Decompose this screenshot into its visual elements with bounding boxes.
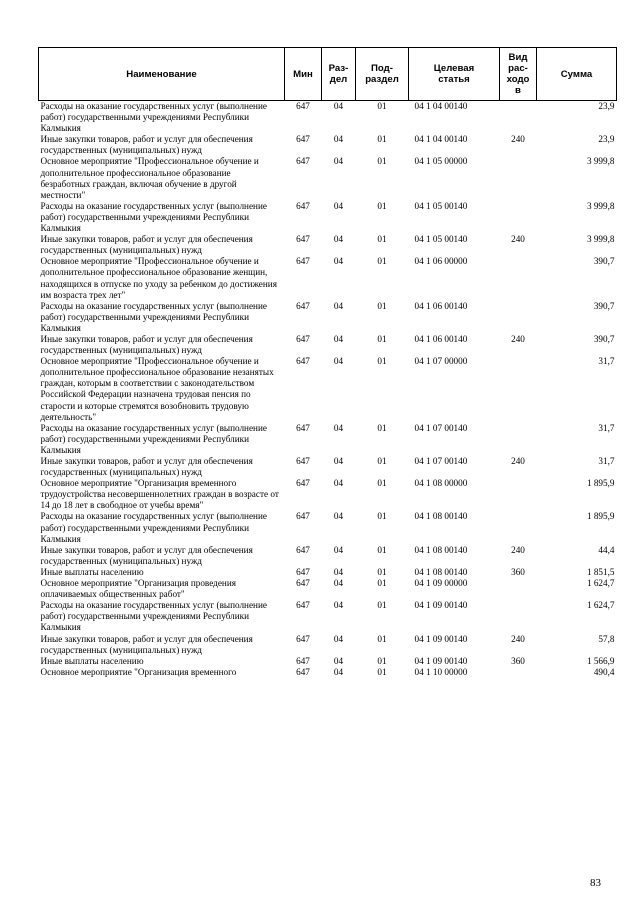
row-summa: 3 999,8 (586, 234, 615, 245)
row-statya: 04 1 06 00000 (414, 256, 468, 267)
header-vid: Вид рас- ходо в (500, 48, 537, 101)
row-razdel: 04 (333, 456, 344, 466)
row-vid (500, 423, 537, 456)
row-razdel: 04 (333, 666, 344, 677)
row-podrazdel: 01 (377, 333, 387, 344)
row-vid: 240 (511, 333, 525, 344)
row-vid (500, 256, 537, 300)
row-name: Основное мероприятие "Организация временного трудоустройства несовершеннолетних граждан в возрасте от 14 до 18 лет в свободное от учебы время" (40, 478, 279, 511)
table-row (39, 634, 617, 656)
row-podrazdel: 01 (377, 600, 387, 611)
row-summa: 23,9 (598, 134, 615, 145)
row-vid (500, 511, 537, 544)
budget-table (38, 47, 617, 678)
row-name: Иные закупки товаров, работ и услуг для обеспечения государственных (муниципальных) нужд (40, 544, 253, 566)
row-podrazdel: 01 (377, 234, 387, 245)
row-statya: 04 1 08 00140 (414, 544, 468, 555)
row-statya: 04 1 04 00140 (414, 101, 468, 111)
table-row (39, 600, 617, 633)
header-statya: Целевая статья (409, 48, 500, 101)
row-podrazdel: 01 (377, 566, 387, 577)
row-statya: 04 1 09 00140 (414, 600, 468, 611)
row-razdel: 04 (333, 234, 344, 245)
row-statya: 04 1 04 00140 (414, 134, 468, 145)
row-min: 647 (296, 256, 310, 267)
row-name: Основное мероприятие "Профессиональное обучение и дополнительное профессиональное образование женщин, находящихся в отпуске по уходу за ребенком до достижения им возраста трех лет" (40, 256, 277, 300)
header-min: Мин (285, 48, 322, 101)
row-statya: 04 1 06 00140 (414, 300, 468, 311)
row-statya: 04 1 08 00000 (414, 478, 468, 489)
row-min: 647 (296, 156, 310, 167)
row-podrazdel: 01 (377, 511, 387, 522)
table-row (39, 656, 617, 667)
row-statya: 04 1 07 00140 (414, 456, 468, 466)
row-podrazdel: 01 (377, 300, 387, 311)
row-name: Основное мероприятие "Организация временного (40, 666, 237, 677)
row-min: 647 (296, 511, 310, 522)
table-row (39, 201, 617, 234)
row-razdel: 04 (333, 600, 344, 611)
header-podrazdel: Под- раздел (356, 48, 409, 101)
row-summa: 23,9 (598, 101, 615, 111)
row-summa: 31,7 (598, 422, 615, 433)
row-min: 647 (296, 566, 310, 577)
row-podrazdel: 01 (377, 422, 387, 433)
row-min: 647 (296, 655, 310, 666)
row-statya: 04 1 07 00000 (414, 356, 468, 367)
row-min: 647 (296, 600, 310, 611)
row-statya: 04 1 07 00140 (414, 422, 468, 433)
table-row (39, 234, 617, 256)
row-statya: 04 1 09 00140 (414, 633, 468, 644)
row-name: Иные закупки товаров, работ и услуг для обеспечения государственных (муниципальных) нужд (40, 633, 253, 655)
row-podrazdel: 01 (377, 633, 387, 644)
row-statya: 04 1 08 00140 (414, 511, 468, 522)
row-summa: 3 999,8 (586, 200, 615, 211)
row-statya: 04 1 05 00140 (414, 200, 468, 211)
row-min: 647 (296, 544, 310, 555)
row-min: 647 (296, 633, 310, 644)
row-podrazdel: 01 (377, 256, 387, 267)
row-razdel: 04 (333, 333, 344, 344)
row-vid (500, 201, 537, 234)
header-summa: Сумма (537, 48, 617, 101)
row-razdel: 04 (333, 633, 344, 644)
row-vid (500, 356, 537, 423)
row-podrazdel: 01 (377, 456, 387, 466)
row-vid: 360 (511, 566, 525, 577)
table-row (39, 456, 617, 478)
row-vid (500, 578, 537, 600)
row-razdel: 04 (333, 478, 344, 489)
row-razdel: 04 (333, 156, 344, 167)
row-podrazdel: 01 (377, 666, 387, 677)
row-summa: 1 624,7 (586, 600, 615, 611)
row-name: Иные закупки товаров, работ и услуг для обеспечения государственных (муниципальных) нужд (40, 333, 253, 356)
row-min: 647 (296, 578, 310, 589)
row-name: Расходы на оказание государственных услуг (выполнение работ) государственными учреждениями Республики Калмыкия (40, 422, 267, 455)
row-vid: 240 (511, 633, 525, 644)
row-summa: 44,4 (598, 544, 615, 555)
row-podrazdel: 01 (377, 156, 387, 167)
row-min: 647 (296, 333, 310, 344)
row-podrazdel: 01 (377, 200, 387, 211)
row-name: Основное мероприятие "Организация проведения оплачиваемых общественных работ" (40, 578, 236, 600)
row-name: Иные выплаты населению (40, 655, 144, 666)
row-min: 647 (296, 101, 310, 111)
row-summa: 1 895,9 (586, 511, 615, 522)
row-statya: 04 1 08 00140 (414, 566, 468, 577)
row-razdel: 04 (333, 544, 344, 555)
table-row (39, 356, 617, 423)
row-statya: 04 1 09 00000 (414, 578, 468, 589)
row-statya: 04 1 10 00000 (414, 666, 468, 677)
table-row (39, 256, 617, 300)
row-min: 647 (296, 234, 310, 245)
row-summa: 1 895,9 (586, 478, 615, 489)
row-summa: 390,7 (593, 256, 615, 267)
table-row (39, 667, 617, 678)
row-podrazdel: 01 (377, 478, 387, 489)
table-row (39, 567, 617, 578)
page-number: 83 (590, 877, 601, 889)
row-name: Иные выплаты населению (40, 566, 144, 577)
row-name: Расходы на оказание государственных услуг (выполнение работ) государственными учреждениями Республики Калмыкия (40, 200, 267, 234)
row-podrazdel: 01 (377, 578, 387, 589)
row-summa: 3 999,8 (586, 156, 615, 167)
row-name: Расходы на оказание государственных услуг (выполнение работ) государственными учреждениями Республики Калмыкия (40, 511, 267, 544)
row-vid: 240 (511, 544, 525, 555)
row-razdel: 04 (333, 511, 344, 522)
row-statya: 04 1 05 00000 (414, 156, 468, 167)
table-row (39, 334, 617, 356)
table-header-row (39, 48, 617, 101)
budget-table-container (38, 47, 616, 678)
row-name: Иные закупки товаров, работ и услуг для обеспечения государственных (муниципальных) нужд (40, 456, 253, 478)
row-name: Иные закупки товаров, работ и услуг для обеспечения государственных (муниципальных) нужд (40, 134, 253, 156)
row-summa: 1 566,9 (586, 655, 615, 666)
row-name: Расходы на оказание государственных услуг (выполнение работ) государственными учреждениями Республики Калмыкия (40, 600, 267, 633)
row-podrazdel: 01 (377, 356, 387, 367)
row-vid: 240 (511, 134, 525, 145)
row-razdel: 04 (333, 256, 344, 267)
row-razdel: 04 (333, 566, 344, 577)
row-min: 647 (296, 666, 310, 677)
row-name: Основное мероприятие "Профессиональное обучение и дополнительное профессиональное образование безработных граждан, включая обучение в другой местности" (40, 156, 259, 200)
row-vid (500, 667, 537, 678)
row-podrazdel: 01 (377, 101, 387, 111)
row-statya: 04 1 06 00140 (414, 333, 468, 344)
row-vid: 240 (511, 456, 525, 466)
table-row (39, 301, 617, 334)
row-summa: 390,7 (593, 333, 615, 344)
table-row (39, 545, 617, 567)
row-razdel: 04 (333, 101, 344, 111)
row-razdel: 04 (333, 655, 344, 666)
row-vid (500, 156, 537, 200)
header-razdel: Раз- дел (322, 48, 356, 101)
row-summa: 390,7 (593, 300, 615, 311)
row-vid (500, 600, 537, 633)
row-razdel: 04 (333, 422, 344, 433)
row-summa: 490,4 (593, 666, 615, 677)
row-vid: 360 (511, 655, 525, 666)
row-vid: 240 (511, 234, 525, 245)
row-min: 647 (296, 478, 310, 489)
row-min: 647 (296, 134, 310, 145)
row-name: Иные закупки товаров, работ и услуг для обеспечения государственных (муниципальных) нужд (40, 234, 253, 256)
row-podrazdel: 01 (377, 134, 387, 145)
row-razdel: 04 (333, 578, 344, 589)
table-row (39, 511, 617, 544)
row-min: 647 (296, 422, 310, 433)
table-row (39, 101, 617, 135)
row-podrazdel: 01 (377, 544, 387, 555)
table-body (39, 101, 617, 678)
row-name: Основное мероприятие "Профессиональное обучение и дополнительное профессиональное образование незанятых граждан, которым в соответствии с законодательством Российской Федерации назначена трудовая пенсия по старости и которые стремятся возобновить трудовую деятельность" (40, 356, 274, 422)
table-row (39, 156, 617, 200)
row-vid (500, 301, 537, 334)
row-razdel: 04 (333, 200, 344, 211)
row-min: 647 (296, 356, 310, 367)
row-summa: 57,8 (598, 633, 615, 644)
row-summa: 1 851,5 (586, 566, 615, 577)
row-podrazdel: 01 (377, 655, 387, 666)
row-statya: 04 1 05 00140 (414, 234, 468, 245)
row-name: Расходы на оказание государственных услуг (выполнение работ) государственными учреждениями Республики Калмыкия (40, 300, 267, 333)
row-razdel: 04 (333, 300, 344, 311)
table-row (39, 578, 617, 600)
row-min: 647 (296, 300, 310, 311)
row-summa: 31,7 (598, 456, 615, 466)
table-row (39, 478, 617, 511)
row-vid (500, 101, 537, 135)
row-vid (500, 478, 537, 511)
row-name: Расходы на оказание государственных услуг (выполнение работ) государственными учреждениями Республики Калмыкия (40, 101, 267, 134)
row-summa: 1 624,7 (586, 578, 615, 589)
row-min: 647 (296, 200, 310, 211)
header-name: Наименование (39, 48, 285, 101)
row-min: 647 (296, 456, 310, 466)
row-statya: 04 1 09 00140 (414, 655, 468, 666)
row-summa: 31,7 (598, 356, 615, 367)
table-row (39, 134, 617, 156)
row-razdel: 04 (333, 356, 344, 367)
table-row (39, 423, 617, 456)
row-razdel: 04 (333, 134, 344, 145)
